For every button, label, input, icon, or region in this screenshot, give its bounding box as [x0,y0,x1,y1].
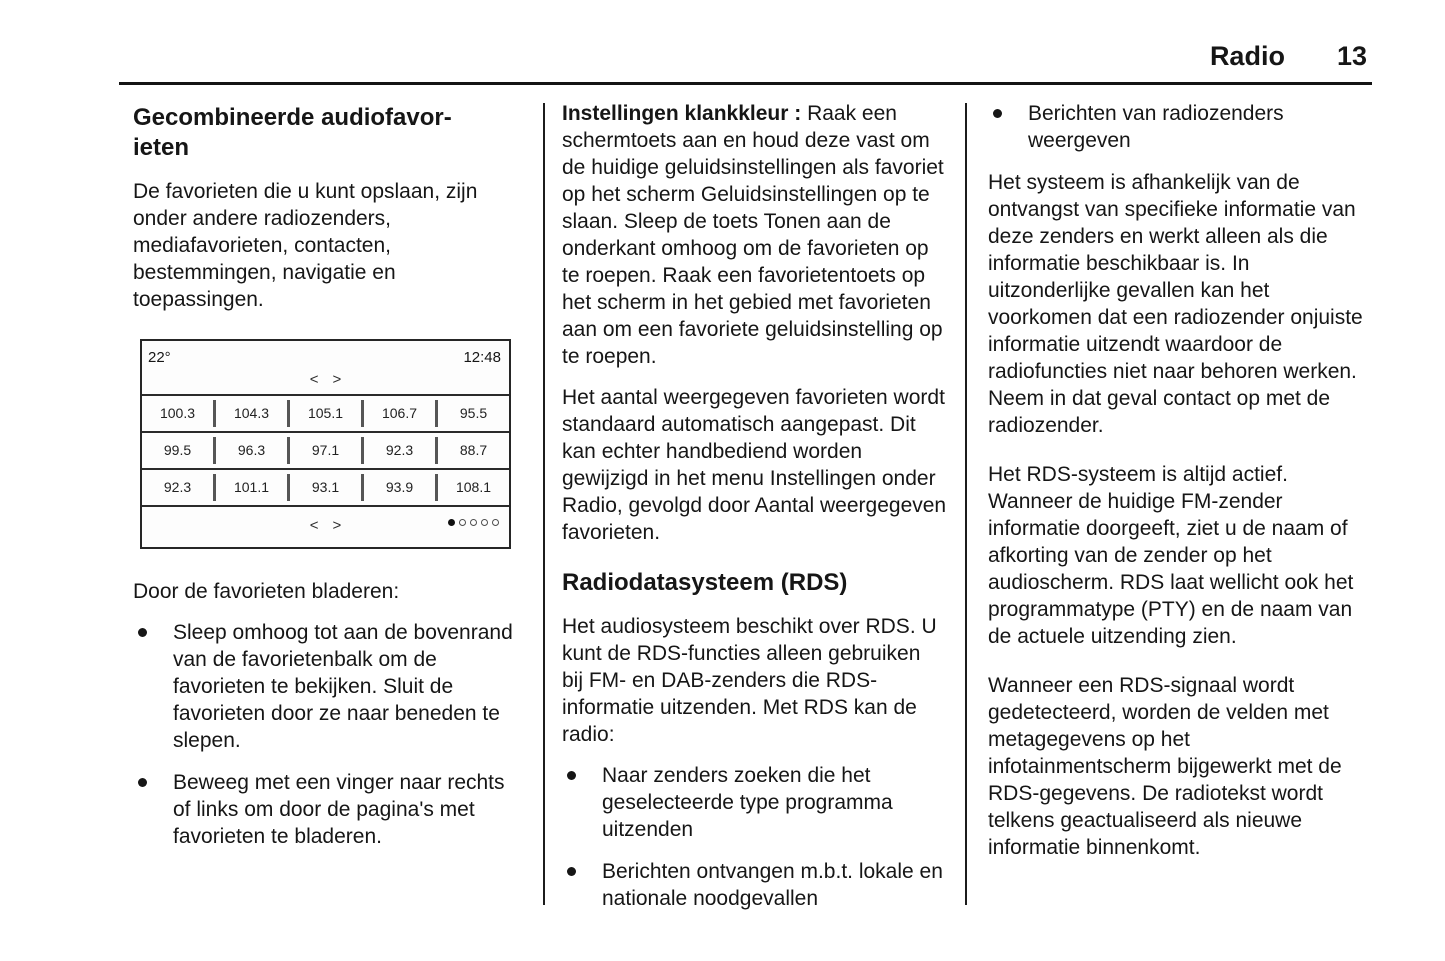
list-item-text: Beweeg met een vinger naar rechts of links om door de pagina's met favorieten te bladeren. [173,771,505,848]
preset-frequency: 101.1 [233,479,270,495]
list-item-text: Naar zenders zoeken die het geselecteerde type programma uitzenden [602,764,893,841]
page-number: 13 [1336,41,1367,71]
preset-frequency: 105.1 [307,405,344,421]
page-dot-empty [470,519,477,526]
preset-frequency: 100.3 [159,405,196,421]
chevron-left-icon: < [309,517,319,534]
bullet-icon [562,858,602,912]
page-dot-empty [459,519,466,526]
list-item-text: Berichten ontvangen m.b.t. lokale en nationale noodgevallen [602,860,943,910]
preset-frequency: 92.3 [163,479,192,495]
paragraph: Het RDS-systeem is altijd actief. Wanneer de huidige FM-zender informatie doorgeeft, ziet u de naam of afkorting van de zender op het audioscherm. RDS laat wellicht ook het programmatype (PTY) en de naam van de actuele uitzending zien. [988,463,1354,648]
list-item [133,769,527,850]
bullet-icon [133,619,173,754]
radio-favorites-figure [140,339,511,549]
temperature-label: 22° [148,349,171,366]
heading-line: ieten [133,134,190,161]
figure-status-bar [142,341,509,396]
preset-frequency: 93.1 [311,479,340,495]
paragraph-rest: Raak een schermtoets aan en houd deze vast om de huidige geluidsinstellingen als favoriet op het scherm Geluidsinstellingen op te slaan. Sleep de toets Tonen aan de onderkant omhoog om de favorieten op te roepen. Raak een favorietentoets op het scherm in het gebied met favorieten aan om een favoriete geluidsinstelling op te roepen. [562,102,944,368]
figure-top-nav [142,366,509,393]
page-dots [448,519,499,526]
column-divider-2 [965,103,967,905]
preset-frequency: 104.3 [233,405,270,421]
page-header-title: Radio [1209,41,1285,71]
bullet-icon [988,100,1028,154]
figure-bottom-bar [142,507,509,547]
page-dot-filled [448,519,455,526]
paragraph: Het audiosysteem beschikt over RDS. U kunt de RDS-functies alleen gebruiken bij FM- en DAB-zenders die RDS-informatie uitzenden. Met RDS kan de radio: [562,615,937,746]
chevron-left-icon: < [309,371,319,388]
clock-label: 12:48 [463,349,501,366]
bullet-list [988,100,1374,154]
chevron-right-icon: > [332,517,342,534]
column-2 [562,100,947,927]
preset-frequency: 99.5 [163,442,192,458]
paragraph: Door de favorieten bladeren: [133,580,400,603]
preset-frequency: 88.7 [459,442,488,458]
column-3 [988,100,1374,875]
paragraph-lead: Instellingen klankkleur : [562,102,802,125]
paragraph: Het aantal weergegeven favorieten wordt standaard automatisch aangepast. Dit kan echter handbediend worden gewijzigd in het menu Instellingen onder Radio, gevolgd door Aantal weergegeven favorieten. [562,386,947,544]
preset-frequency: 96.3 [237,442,266,458]
list-item [133,619,527,754]
paragraph: Het systeem is afhankelijk van de ontvangst van specifieke informatie van deze zenders en werkt alleen als die informatie beschikbaar is. In uitzonderlijke gevallen kan het voorkomen dat een radiozender onjuiste informatie uitzendt waardoor de radiofuncties niet naar behoren werken. Neem in dat geval contact op met de radiozender. [988,171,1363,437]
preset-frequency: 95.5 [459,405,488,421]
page-dot-empty [481,519,488,526]
list-item [562,858,947,912]
preset-frequency: 93.9 [385,479,414,495]
paragraph: De favorieten die u kunt opslaan, zijn onder andere radiozenders, mediafavorieten, contacten, bestemmingen, navigatie en toepassingen. [133,180,478,311]
bullet-list [562,762,947,912]
list-item-text: Sleep omhoog tot aan de bovenrand van de favorietenbalk om de favorieten te bekijken. Sluit de favorieten door ze naar beneden te slepen. [173,621,513,752]
section-heading-rds: Radiodatasysteem (RDS) [562,569,848,596]
list-item-text: Berichten van radiozenders weergeven [1028,102,1284,152]
chevron-right-icon: > [332,371,342,388]
preset-frequency: 97.1 [311,442,340,458]
preset-frequency: 106.7 [381,405,418,421]
page-dot-empty [492,519,499,526]
preset-row [142,470,509,507]
list-item [562,762,947,843]
preset-frequency: 92.3 [385,442,414,458]
section-heading-audiofavorites [133,103,527,163]
column-1 [133,100,527,865]
preset-row [142,396,509,433]
header-rule [119,82,1372,85]
preset-grid [142,396,509,507]
preset-row [142,433,509,470]
list-item [988,100,1374,154]
bullet-icon [562,762,602,843]
bullet-icon [133,769,173,850]
column-divider-1 [543,103,545,905]
preset-frequency: 108.1 [455,479,492,495]
heading-line: Gecombineerde audiofavor- [133,104,452,131]
bullet-list [133,619,527,850]
page-header [1210,41,1367,72]
paragraph [562,100,947,370]
paragraph: Wanneer een RDS-signaal wordt gedetecteerd, worden de velden met metagegevens op het infotainmentscherm bijgewerkt met de RDS-gegevens. De radiotekst wordt telkens geactualiseerd als nieuwe informatie binnenkomt. [988,674,1342,859]
